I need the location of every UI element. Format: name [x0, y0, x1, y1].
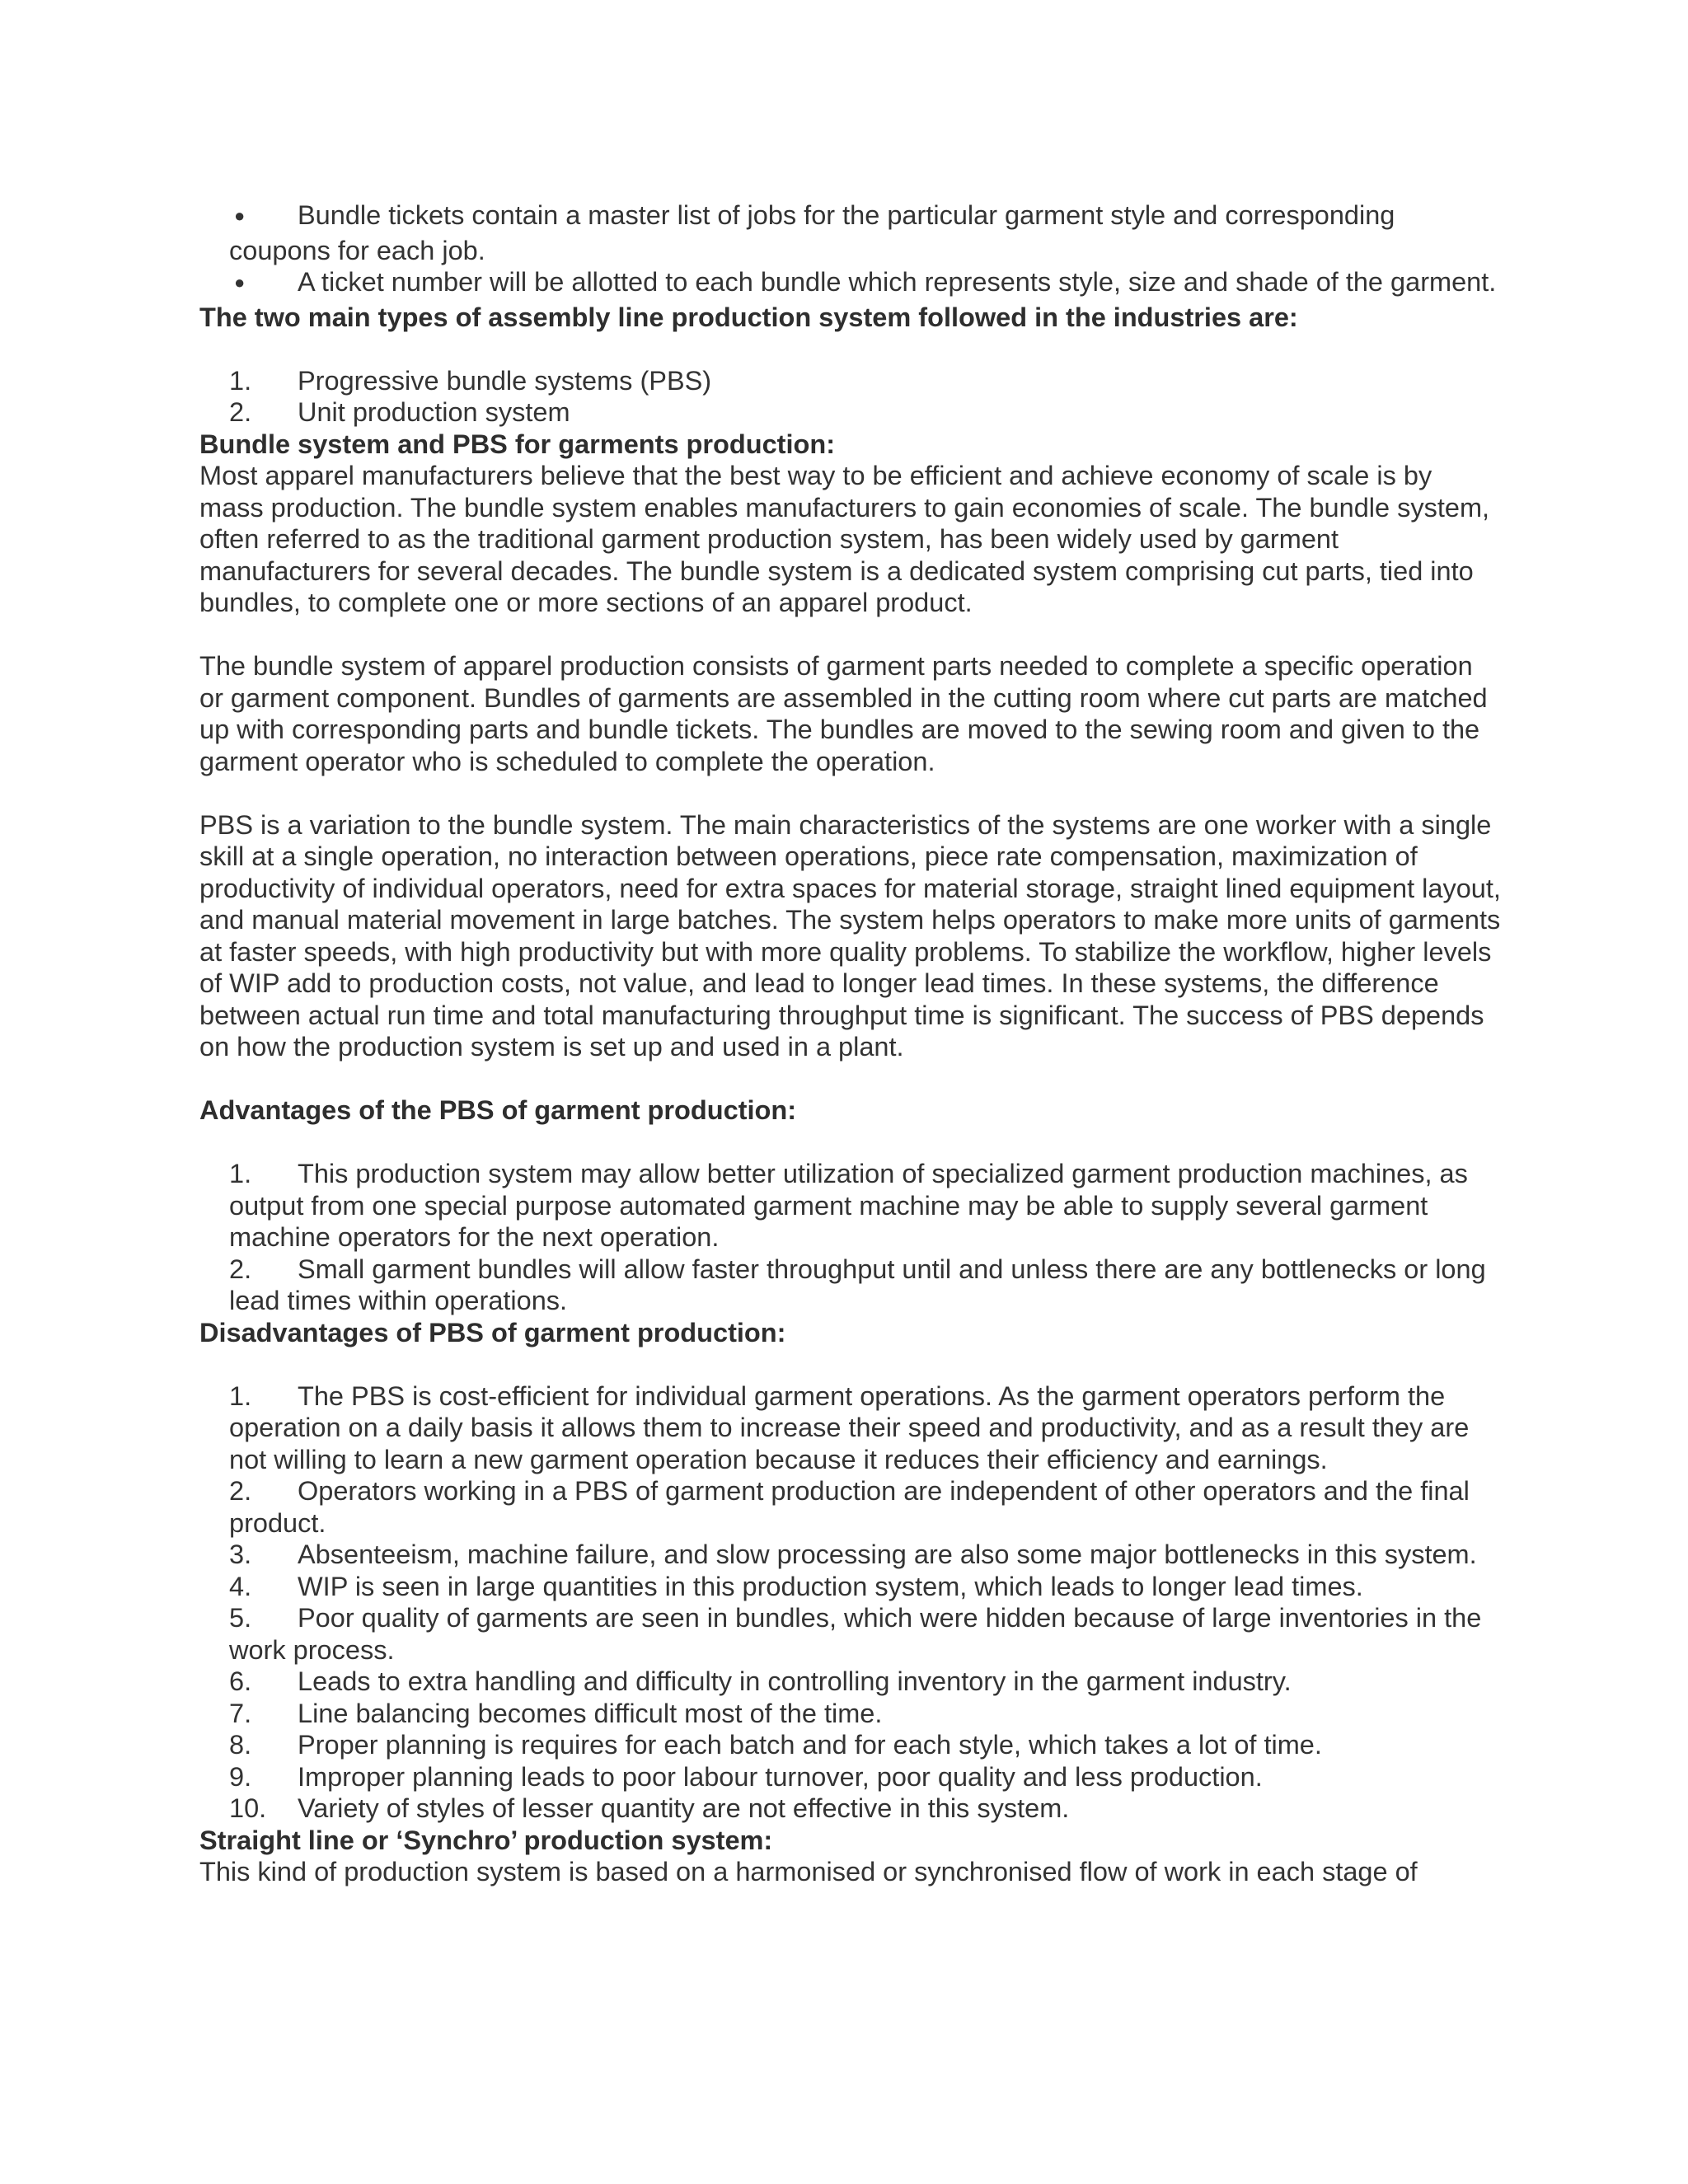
list-item: 5. Poor quality of garments are seen in bundles, which were hidden because of large inventories in the work process.: [229, 1603, 1482, 1665]
heading-assembly-types: The two main types of assembly line production system followed in the industries are:: [199, 302, 1298, 332]
paragraph: This kind of production system is based on a harmonised or synchronised flow of work in each stage of: [199, 1857, 1418, 1886]
bullet-icon: ●: [234, 272, 246, 293]
bullet-icon: ●: [234, 205, 246, 226]
paragraph: Most apparel manufacturers believe that the best way to be efficient and achieve economy of scale is by mass production. The bundle system enables manufacturers to gain economies of scale. The bundle system, often referred to as the traditional garment production system, has been widely used by garment manufacturers for several decades. The bundle system is a dedicated system comprising cut parts, tied into bundles, to complete one or more sections of an apparel product.: [199, 461, 1490, 617]
list-item: ● Bundle tickets contain a master list of jobs for the particular garment style and corresponding coupons for each job.: [229, 200, 1395, 265]
heading-straight-line: Straight line or ‘Synchro’ production system:: [199, 1825, 773, 1855]
list-item: 4. WIP is seen in large quantities in this production system, which leads to longer lead times.: [229, 1571, 1363, 1601]
list-item: 7. Line balancing becomes difficult most of the time.: [229, 1698, 883, 1728]
list-item: 2. Small garment bundles will allow faster throughput until and unless there are any bottlenecks or long lead times within operations.: [229, 1254, 1486, 1315]
paragraph: PBS is a variation to the bundle system. The main characteristics of the systems are one worker with a single skill at a single operation, no interaction between operations, piece rate compensation, maximization of productivity of individual operators, need for extra spaces for material storage, straight lined equipment layout, and manual material movement in large batches. The system helps operators to make more units of garments at faster speeds, with high productivity but with more quality problems. To stabilize the workflow, higher levels of WIP add to production costs, not value, and lead to longer lead times. In these systems, the difference between actual run time and total manufacturing throughput time is significant. The success of PBS depends on how the production system is set up and used in a plant.: [199, 809, 1501, 1062]
document-page: [199, 199, 1502, 1888]
list-item: 9. Improper planning leads to poor labour turnover, poor quality and less production.: [229, 1761, 1263, 1792]
list-item: ● A ticket number will be allotted to each bundle which represents style, size and shade of the garment.: [229, 266, 1502, 302]
paragraph: The bundle system of apparel production consists of garment parts needed to complete a specific operation or garment component. Bundles of garments are assembled in the cutting room where cut parts are matched up with corresponding parts and bundle tickets. The bundles are moved to the sewing room and given to the garment operator who is scheduled to complete the operation.: [199, 651, 1488, 776]
list-item: 10. Variety of styles of lesser quantity are not effective in this system.: [229, 1793, 1070, 1823]
list-item: 2. Unit production system: [229, 397, 570, 427]
heading-advantages: Advantages of the PBS of garment production:: [199, 1095, 797, 1125]
heading-disadvantages: Disadvantages of PBS of garment production:: [199, 1317, 786, 1347]
list-item: 1. Progressive bundle systems (PBS): [229, 365, 712, 396]
list-item: 1. This production system may allow better utilization of specialized garment production machines, as output from one special purpose automated garment machine may be able to supply several garment machine operators for the next operation.: [229, 1159, 1468, 1252]
list-item: 1. The PBS is cost-efficient for individual garment operations. As the garment operators perform the operation on a daily basis it allows them to increase their speed and productivity, and as a result they are not willing to learn a new garment operation because it reduces their efficiency and earnings.: [229, 1380, 1470, 1474]
list-item: 8. Proper planning is requires for each batch and for each style, which takes a lot of time.: [229, 1730, 1322, 1760]
list-item: 6. Leads to extra handling and difficulty in controlling inventory in the garment industry.: [229, 1666, 1292, 1696]
heading-bundle-system: Bundle system and PBS for garments production:: [199, 429, 836, 459]
list-item: 3. Absenteeism, machine failure, and slow processing are also some major bottlenecks in this system.: [229, 1540, 1477, 1569]
list-item: 2. Operators working in a PBS of garment production are independent of other operators and the final product.: [229, 1476, 1470, 1538]
